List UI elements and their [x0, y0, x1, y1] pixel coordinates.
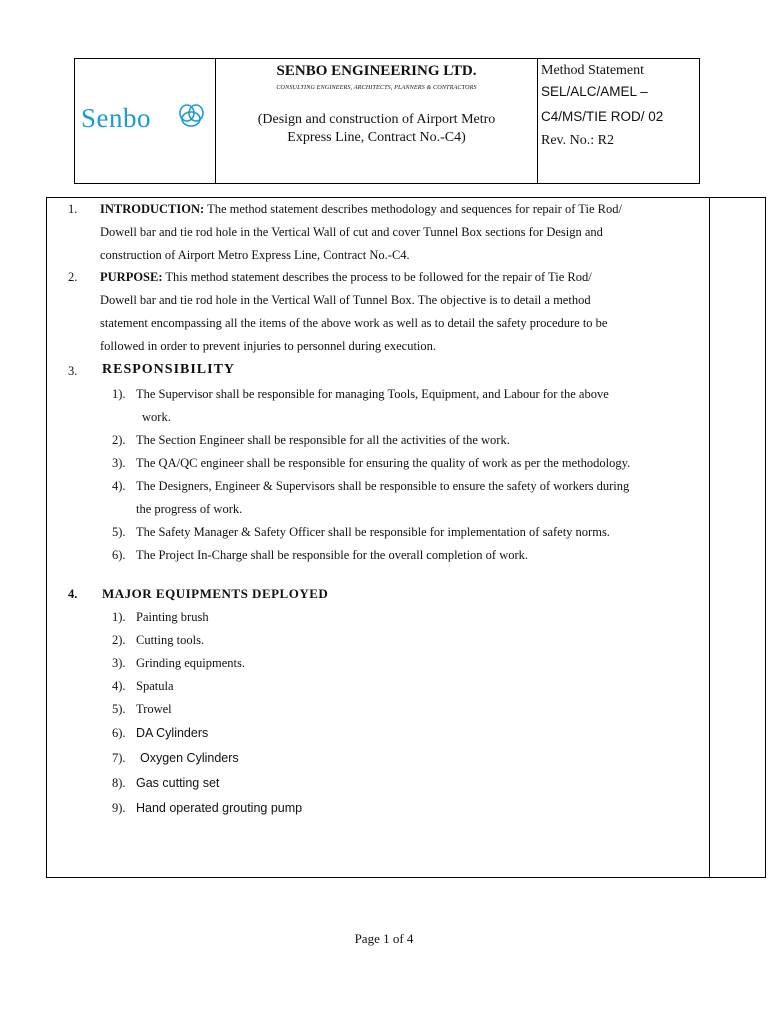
item-number: 5).	[112, 702, 126, 716]
section-title-responsibility: RESPONSIBILITY	[102, 362, 236, 377]
item-label: Cutting tools.	[136, 633, 205, 647]
item-number: 1).	[112, 387, 126, 401]
item-text-continued: work.	[142, 410, 171, 424]
section-intro	[100, 198, 700, 267]
purpose-line-2: Dowell bar and tie rod hole in the Vertical Wall of Tunnel Box. The objective is to detail a method	[100, 293, 591, 307]
company-cell	[216, 59, 538, 183]
equipment-item	[112, 652, 700, 675]
equipment-item	[112, 675, 700, 698]
item-number: 3).	[112, 656, 126, 670]
purpose-line-1: This method statement describes the process to be followed for the repair of Tie Rod/	[165, 270, 592, 284]
item-text-continued: the progress of work.	[136, 502, 243, 516]
responsibility-item	[112, 429, 700, 452]
item-text: The Safety Manager & Safety Officer shall be responsible for implementation of safety norms.	[136, 525, 610, 539]
responsibility-item	[112, 521, 700, 544]
item-number: 8).	[112, 776, 126, 790]
item-label: Grinding equipments.	[136, 656, 246, 670]
equipment-item	[112, 772, 700, 795]
item-label: Spatula	[136, 679, 174, 693]
company-name: SENBO ENGINEERING LTD.	[276, 63, 477, 79]
section-number-purpose: 2.	[68, 270, 78, 284]
equipment-item	[112, 606, 700, 629]
company-logo: Senbo	[81, 103, 151, 133]
responsibility-item	[112, 544, 700, 567]
logo-cell	[75, 59, 216, 183]
item-text: The Designers, Engineer & Supervisors shall be responsible to ensure the safety of workers during	[136, 479, 630, 493]
doc-ref-line-1: SEL/ALC/AMEL –	[541, 84, 648, 99]
item-label: Trowel	[136, 702, 172, 716]
page-number: Page 1 of 4	[354, 931, 414, 946]
section-purpose	[100, 266, 700, 358]
item-number: 2).	[112, 633, 126, 647]
equipment-item	[112, 698, 700, 721]
item-label: DA Cylinders	[136, 726, 209, 740]
item-number: 3).	[112, 456, 126, 470]
section-number-responsibility: 3.	[68, 364, 78, 378]
section-number-intro: 1.	[68, 202, 78, 216]
item-number: 5).	[112, 525, 126, 539]
item-number: 6).	[112, 726, 126, 740]
item-number: 9).	[112, 801, 126, 815]
item-label: Hand operated grouting pump	[136, 801, 303, 815]
section-title-equipment: MAJOR EQUIPMENTS DEPLOYED	[102, 586, 329, 601]
item-text: The Section Engineer shall be responsible for all the activities of the work.	[136, 433, 510, 447]
item-number: 1).	[112, 610, 126, 624]
item-text: The Project In-Charge shall be responsible for the overall completion of work.	[136, 548, 529, 562]
project-line-2: Express Line, Contract No.-C4)	[287, 130, 466, 145]
item-number: 6).	[112, 548, 126, 562]
item-number: 4).	[112, 679, 126, 693]
equipment-item	[112, 629, 700, 652]
responsibility-item	[112, 452, 700, 475]
item-label: Painting brush	[136, 610, 209, 624]
project-title	[216, 111, 537, 147]
intro-line-1: The method statement describes methodology and sequences for repair of Tie Rod/	[207, 202, 622, 216]
intro-line-2: Dowell bar and tie rod hole in the Vertical Wall of cut and cover Tunnel Box sections for Design and	[100, 225, 603, 239]
item-number: 4).	[112, 479, 126, 493]
revision-number: Rev. No.: R2	[541, 133, 614, 148]
purpose-line-3: statement encompassing all the items of the above work as well as to detail the safety procedure to be	[100, 316, 608, 330]
document-header	[74, 58, 700, 184]
item-label: Gas cutting set	[136, 776, 220, 790]
doc-type: Method Statement	[541, 63, 645, 78]
responsibility-item	[112, 383, 700, 429]
doc-ref-line-2: C4/MS/TIE ROD/ 02	[541, 109, 664, 124]
purpose-line-4: followed in order to prevent injuries to personnel during execution.	[100, 339, 437, 353]
responsibility-item	[112, 475, 700, 521]
item-text: The Supervisor shall be responsible for managing Tools, Equipment, and Labour for the above	[136, 387, 609, 401]
equipment-item	[112, 797, 700, 820]
item-number: 2).	[112, 433, 126, 447]
item-label: Oxygen Cylinders	[140, 751, 239, 765]
intro-line-3: construction of Airport Metro Express Line, Contract No.-C4.	[100, 248, 410, 262]
section-title-intro: INTRODUCTION:	[100, 202, 205, 216]
equipment-item	[112, 722, 700, 745]
item-text: The QA/QC engineer shall be responsible for ensuring the quality of work as per the methodology.	[136, 456, 631, 470]
section-number-equipment: 4.	[68, 587, 78, 601]
logo-swirl-icon	[175, 101, 209, 131]
column-divider	[709, 198, 710, 877]
company-tagline: CONSULTING ENGINEERS, ARCHITECTS, PLANNERS & CONTRACTORS	[276, 84, 477, 91]
section-title-purpose: PURPOSE:	[100, 270, 163, 284]
equipment-item	[112, 747, 700, 770]
project-line-1: (Design and construction of Airport Metro	[257, 112, 496, 127]
item-number: 7).	[112, 751, 126, 765]
